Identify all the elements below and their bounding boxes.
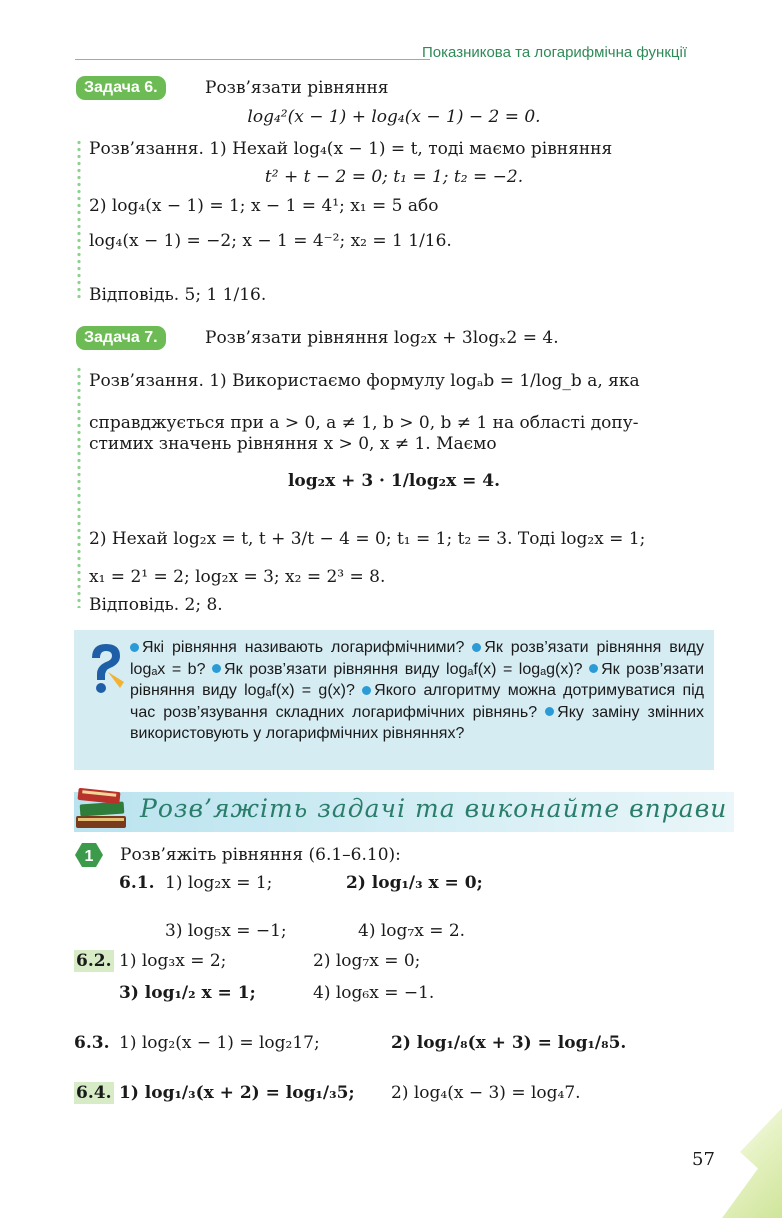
question-6: Яку заміну змінних використовують у логарифмічних рівняннях? bbox=[130, 703, 705, 742]
exercise-6-4-number: 6.4. bbox=[76, 1083, 112, 1103]
exercise-6-4-part-2: 2) log₄(x − 3) = log₄7. bbox=[391, 1083, 581, 1103]
task-6-solution-2: t² + t − 2 = 0; t₁ = 1; t₂ = −2. bbox=[264, 167, 524, 187]
exercise-6-4-part-1: 1) log₁/₃(x + 2) = log₁/₃5; bbox=[119, 1083, 355, 1103]
exercise-6-1-number: 6.1. bbox=[119, 873, 155, 893]
exercise-6-3-part-2: 2) log₁/₈(x + 3) = log₁/₈5. bbox=[391, 1033, 627, 1053]
question-4: Як розв’язати рівняння виду logₐf(x) = g(x)? bbox=[130, 660, 705, 699]
task-6-equation: log₄²(x − 1) + log₄(x − 1) − 2 = 0. bbox=[247, 107, 541, 127]
exercise-6-1-part-3: 3) log₅x = −1; bbox=[165, 921, 287, 941]
question-2: Як розв’язати рівняння виду logₐx = b? bbox=[130, 639, 705, 678]
page-number: 57 bbox=[692, 1149, 715, 1170]
task-6-solution-3: 2) log₄(x − 1) = 1; x − 1 = 4¹; x₁ = 5 або bbox=[89, 196, 439, 216]
bullet-icon bbox=[589, 664, 598, 673]
exercise-6-1-part-2: 2) log₁/₃ x = 0; bbox=[346, 873, 483, 893]
bullet-icon bbox=[130, 643, 139, 652]
solution-marker bbox=[77, 139, 81, 299]
exercise-6-2-part-2: 2) log₇x = 0; bbox=[313, 951, 421, 971]
bullet-icon bbox=[472, 643, 481, 652]
bullet-icon bbox=[362, 686, 371, 695]
bullet-icon bbox=[212, 664, 221, 673]
task-7-statement: Розв’язати рівняння log₂x + 3logₓ2 = 4. bbox=[205, 328, 559, 348]
exercises-intro: Розв’яжіть рівняння (6.1–6.10): bbox=[120, 845, 401, 865]
exercise-6-2-part-3: 3) log₁/₂ x = 1; bbox=[119, 983, 256, 1003]
task-6-solution-1: Розв’язання. 1) Нехай log₄(x − 1) = t, тоді маємо рівняння bbox=[89, 139, 613, 159]
level-1-icon bbox=[74, 842, 104, 872]
svg-text:1: 1 bbox=[84, 848, 94, 865]
header-rule bbox=[75, 59, 430, 60]
task-7-solution-1: Розв’язання. 1) Використаємо формулу logₐb = 1/log_b a, яка bbox=[89, 371, 640, 391]
task-7-solution-5: 2) Нехай log₂x = t, t + 3/t − 4 = 0; t₁ = 1; t₂ = 3. Тоді log₂x = 1; bbox=[89, 529, 646, 549]
task-6-tag: Задача 6. bbox=[76, 76, 166, 100]
task-6-statement: Розв’язати рівняння bbox=[205, 78, 389, 98]
running-header: Показникова та логарифмічна функції bbox=[422, 44, 687, 61]
exercise-6-2-part-4: 4) log₆x = −1. bbox=[313, 983, 435, 1003]
task-7-solution-4: log₂x + 3 · 1/log₂x = 4. bbox=[287, 471, 501, 491]
question-mark-icon bbox=[82, 642, 126, 698]
question-3: Як розв’язати рівняння виду logₐf(x) = logₐg(x)? bbox=[224, 660, 583, 678]
task-6-answer: Відповідь. 5; 1 1/16. bbox=[89, 285, 267, 305]
bullet-icon bbox=[545, 707, 554, 716]
books-icon bbox=[72, 782, 130, 838]
task-7-solution-2: справджується при a > 0, a ≠ 1, b > 0, b ≠ 1 на області допу- bbox=[89, 413, 639, 433]
exercise-6-1-part-1: 1) log₂x = 1; bbox=[165, 873, 273, 893]
review-questions bbox=[130, 637, 704, 745]
exercise-6-2-part-1: 1) log₃x = 2; bbox=[119, 951, 227, 971]
exercise-6-3-part-1: 1) log₂(x − 1) = log₂17; bbox=[119, 1033, 320, 1053]
task-7-answer: Відповідь. 2; 8. bbox=[89, 595, 223, 615]
task-6-solution-4: log₄(x − 1) = −2; x − 1 = 4⁻²; x₂ = 1 1/16. bbox=[89, 231, 452, 251]
task-7-solution-3: стимих значень рівняння x > 0, x ≠ 1. Маємо bbox=[89, 434, 497, 454]
corner-decoration bbox=[722, 1108, 782, 1218]
question-5: Якого алгоритму можна дотримуватися під час розв’язування складних логарифмічних рівнянь? bbox=[130, 682, 704, 721]
task-7-solution-6: x₁ = 2¹ = 2; log₂x = 3; x₂ = 2³ = 8. bbox=[89, 567, 386, 587]
exercise-6-1-part-4: 4) log₇x = 2. bbox=[358, 921, 466, 941]
exercises-banner-title: Розв’яжіть задачі та виконайте вправи bbox=[140, 794, 728, 823]
exercise-6-2-number: 6.2. bbox=[76, 951, 112, 971]
exercise-6-3-number: 6.3. bbox=[74, 1033, 110, 1053]
task-7-tag: Задача 7. bbox=[76, 326, 166, 350]
question-1: Які рівняння називають логарифмічними? bbox=[142, 639, 465, 656]
